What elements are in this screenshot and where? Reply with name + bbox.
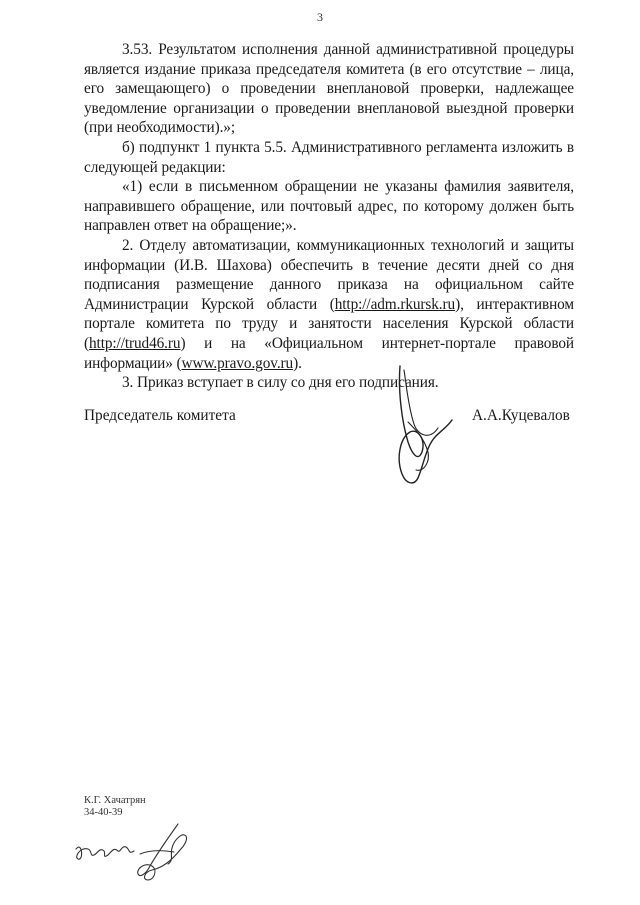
document-body <box>84 40 574 393</box>
paragraph-item-2-text-b: ), интерактивном портале комитета по труду и занятости населения Курской области ( <box>84 295 574 352</box>
approval-signature-icon <box>128 820 193 885</box>
executor-phone: 34-40-39 <box>84 807 123 818</box>
paragraph-item-2-text-c: ) и на «Официальном интернет-портале правовой информации» ( <box>84 334 574 372</box>
signer-name: А.А.Куцевалов <box>472 407 570 424</box>
executor-info <box>84 795 146 819</box>
executor-name: К.Г. Хачатрян <box>84 795 146 806</box>
paragraph-item-2 <box>84 236 574 373</box>
paragraph-item-2-text-a: 2. Отделу автоматизации, коммуникационных технологий и защиты информации (И.В. Шахова) обеспечить в течение десяти дней со дня подписания размещение данного приказа на официальном сайте Администрации Курской области ( <box>84 236 574 313</box>
page-number: 3 <box>317 10 323 24</box>
link-trud46[interactable]: http://trud46.ru <box>89 334 181 352</box>
paragraph-3-53: 3.53. Результатом исполнения данной административной процедуры является издание приказа председателя комитета (в его отсутствие – лица, его замещающего) о проведении внеплановой проверки, надлежащее уведомление организации о проведении внеплановой выездной проверки (при необходимости).»; <box>84 41 574 137</box>
signer-position: Председатель комитета <box>84 407 236 424</box>
paragraph-item-2-text-d: ). <box>293 354 302 372</box>
link-pravo-gov[interactable]: www.pravo.gov.ru <box>181 354 294 372</box>
link-adm-rkursk[interactable]: http://adm.rkursk.ru <box>334 295 456 313</box>
paragraph-subpoint-b: б) подпункт 1 пункта 5.5. Административного регламента изложить в следующей редакции: <box>84 138 574 176</box>
handwritten-signature-icon <box>378 362 458 492</box>
paragraph-item-3: 3. Приказ вступает в силу со дня его подписания. <box>122 374 439 392</box>
paragraph-quoted-item: «1) если в письменном обращении не указаны фамилия заявителя, направившего обращение, или почтовый адрес, по которому должен быть направлен ответ на обращение;». <box>84 178 574 235</box>
